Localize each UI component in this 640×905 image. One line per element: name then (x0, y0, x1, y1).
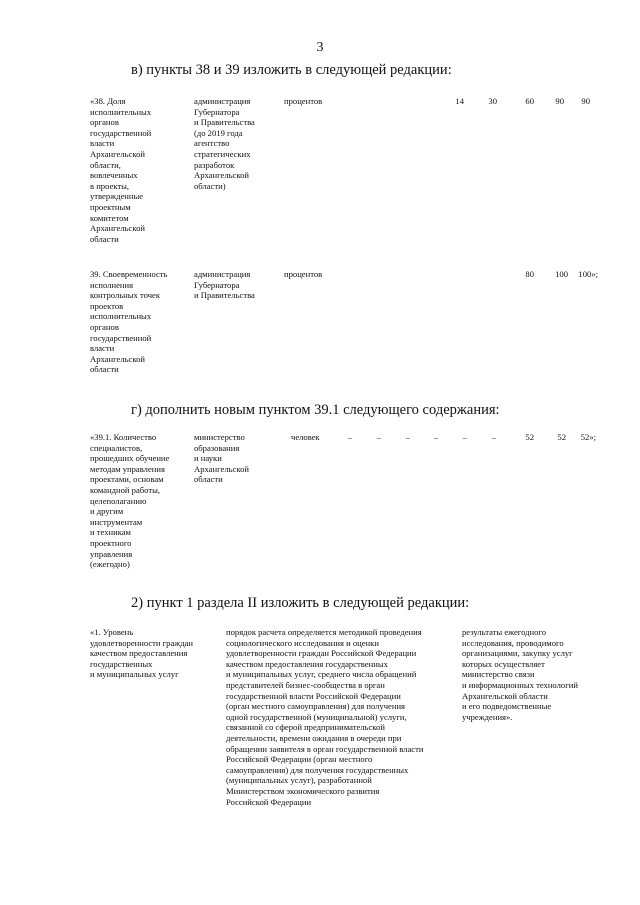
heading-v: в) пункты 38 и 39 изложить в следующей редакции: (131, 62, 452, 78)
row391-value-3: 52»; (580, 432, 596, 442)
heading-section-2: 2) пункт 1 раздела II изложить в следующей редакции: (131, 595, 470, 611)
row38-unit: процентов (284, 96, 323, 106)
row39-value-1: 80 (525, 269, 534, 279)
row38-name: «38. Доля исполнительных органов государственной власти Архангельской области, вовлеченных в проекты, утвержденные проектным комитетом Архангельской области (90, 96, 152, 244)
row391-dash-1: – (347, 432, 352, 442)
heading-g: г) дополнить новым пунктом 39.1 следующего содержания: (131, 402, 500, 418)
row391-value-1: 52 (525, 432, 534, 442)
section2-method: порядок расчета определяется методикой проведения социологического исследования и оценки удовлетворенности граждан Российской Федерации качеством предоставления государственных и муниципальных услуг, среднего числа обращений представителей бизнес-сообщества в орган государственной власти Российской Федерации (орган местного самоуправления) для получения одной государственной (муниципальной) услуги, связанной со сферой предпринимательской деятельности, времени ожидания в очереди при обращении заявителя в орган государственной власти Российской Федерации (орган местного самоуправления) для получения государственных (муниципальных услуг), разработанной Министерством экономического развития Российской Федерации (226, 627, 424, 807)
section2-indicator: «1. Уровень удовлетворенности граждан качеством предоставления государственных и муниципальных услуг (90, 627, 194, 680)
row391-unit: человек (291, 432, 320, 442)
row38-value-4: 90 (555, 96, 564, 106)
row39-responsible: администрация Губернатора и Правительства (194, 269, 255, 301)
row391-name: «39.1. Количество специалистов, прошедших обучение методам управления проектами, основам командной работы, целеполаганию и другим инструментам и техникам проектного управления (ежегодно) (90, 432, 170, 570)
row39-name: 39. Своевременность исполнения контрольных точек проектов исполнительных органов государственной власти Архангельской области (90, 269, 168, 375)
row39-value-3: 100»; (578, 269, 598, 279)
row391-dash-3: – (405, 432, 410, 442)
row391-dash-6: – (491, 432, 496, 442)
row391-dash-5: – (462, 432, 467, 442)
row38-value-3: 60 (525, 96, 534, 106)
section2-source: результаты ежегодного исследования, проводимого организациями, закупку услуг которых осуществляет министерство связи и информационных технологий Архангельской области и его подведомственные учреждения». (462, 627, 578, 722)
row39-value-2: 100 (555, 269, 568, 279)
row391-dash-4: – (433, 432, 438, 442)
row39-unit: процентов (284, 269, 323, 279)
row38-value-5: 90 (581, 96, 590, 106)
row391-responsible: министерство образования и науки Архангельской области (194, 432, 249, 485)
row38-responsible: администрация Губернатора и Правительства (до 2019 года агентство стратегических разработок Архангельской области) (194, 96, 255, 191)
row391-value-2: 52 (557, 432, 566, 442)
row38-value-2: 30 (488, 96, 497, 106)
row391-dash-2: – (376, 432, 381, 442)
row38-value-1: 14 (455, 96, 464, 106)
page-number: 3 (316, 40, 324, 55)
